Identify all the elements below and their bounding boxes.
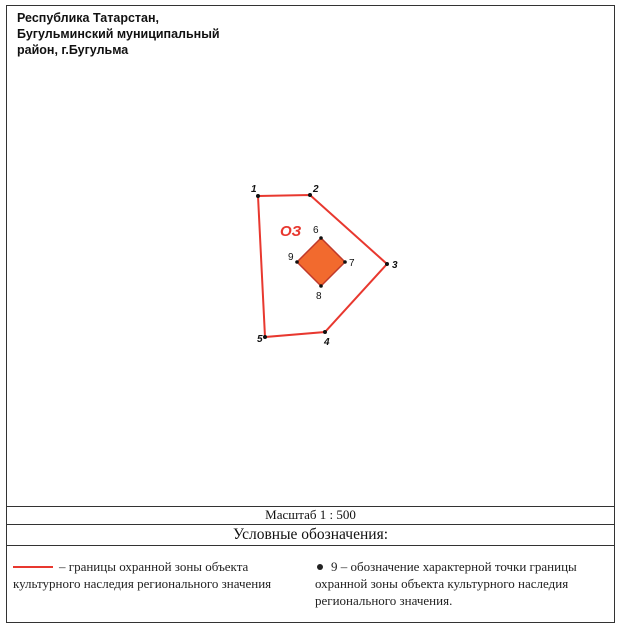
boundary-point-4 [323, 330, 327, 334]
heritage-object [297, 238, 345, 286]
scale-text: Масштаб 1 : 500 [265, 507, 356, 522]
legend-item-point-text: – обозначение характерной точки границы охранной зоны объекта культурного наследия регионального значения. [315, 559, 577, 608]
object-point-9 [295, 260, 299, 264]
boundary-point-2-label: 2 [313, 184, 319, 195]
region-line-2: Бугульминский муниципальный [17, 27, 220, 41]
zone-label: ОЗ [280, 223, 302, 240]
object-point-7-label: 7 [349, 258, 355, 269]
object-point-8-label: 8 [316, 291, 322, 302]
boundary-point-1 [256, 194, 260, 198]
object-point-9-label: 9 [288, 252, 294, 263]
map-frame [6, 5, 615, 623]
legend-title [7, 525, 614, 546]
legend-item-boundary [13, 558, 285, 592]
boundary-point-5-label: 5 [257, 334, 263, 345]
map-canvas [7, 6, 614, 506]
legend-item-boundary-text: – границы охранной зоны объекта культурного наследия регионального значения [13, 559, 272, 591]
region-line-3: район, г.Бугульма [17, 43, 129, 57]
region-line-1: Республика Татарстан, [17, 11, 160, 25]
boundary-point-2 [308, 193, 312, 197]
legend-title-text: Условные обозначения: [232, 526, 389, 543]
legend-item-point-example: 9 [331, 559, 338, 574]
map-area [7, 6, 614, 507]
object-point-7 [343, 260, 347, 264]
object-point-8 [319, 284, 323, 288]
object-point-6 [319, 236, 323, 240]
boundary-point-5 [263, 335, 267, 339]
boundary-point-3-label: 3 [392, 260, 398, 271]
boundary-point-3 [385, 262, 389, 266]
boundary-point-1-label: 1 [251, 184, 257, 195]
scale-row [7, 506, 614, 525]
boundary-point-4-label: 4 [324, 337, 330, 348]
red-line-symbol [13, 566, 53, 568]
object-point-6-label: 6 [313, 225, 319, 236]
legend-item-point [315, 558, 607, 609]
point-dot-symbol [317, 564, 323, 570]
